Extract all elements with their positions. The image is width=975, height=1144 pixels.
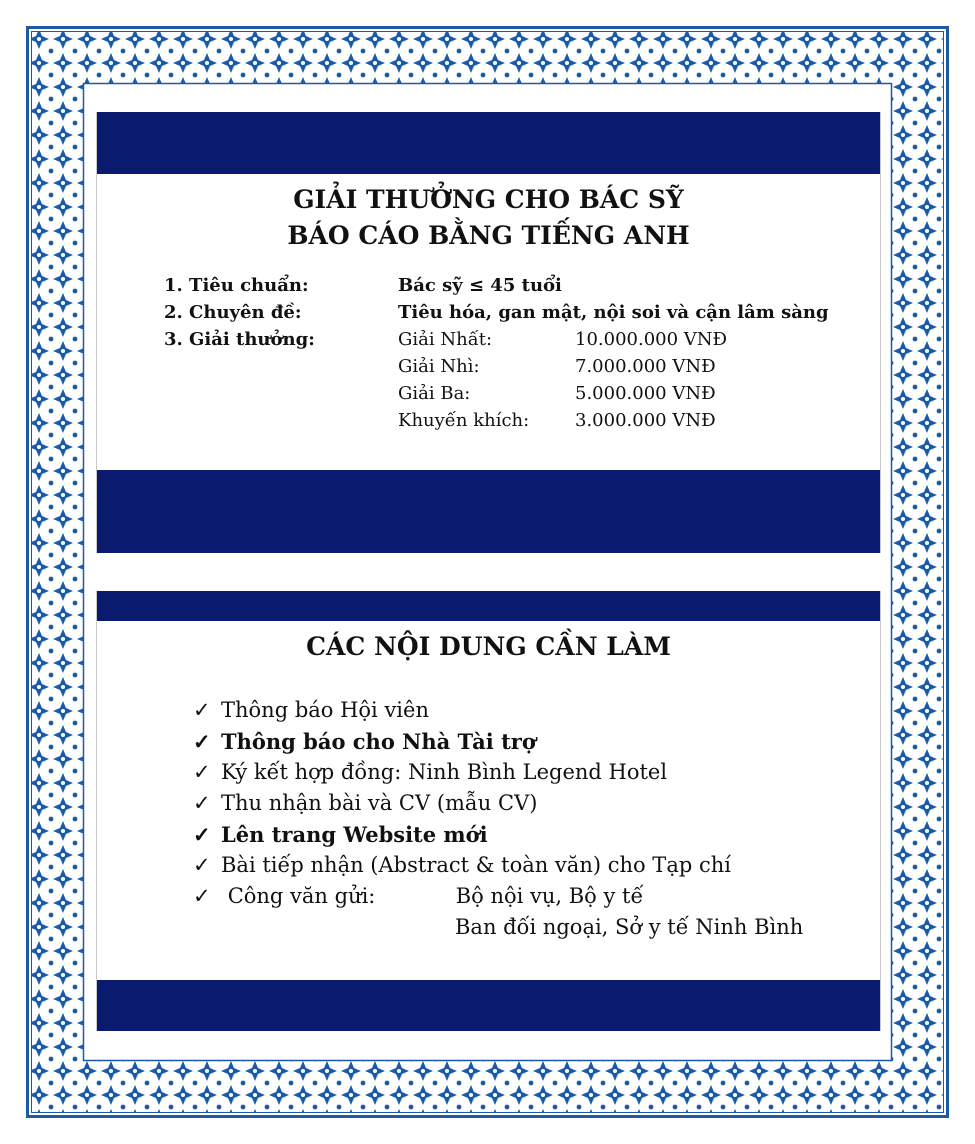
check-icon: ✓ bbox=[193, 760, 211, 784]
prize-amount: 3.000.000 VNĐ bbox=[575, 410, 716, 431]
prize-name: Khuyến khích: bbox=[398, 410, 530, 431]
recipient-line: Bộ nội vụ, Bộ y tế bbox=[455, 884, 644, 908]
awards-slide bbox=[96, 112, 881, 553]
task-item bbox=[193, 788, 803, 819]
recipient-line: Ban đối ngoại, Sở y tế Ninh Bình bbox=[455, 915, 804, 939]
criteria-label: 2. Chuyên đề: bbox=[164, 302, 302, 323]
awards-title bbox=[97, 182, 880, 254]
prize-name: Giải Ba: bbox=[398, 383, 471, 404]
task-item bbox=[193, 819, 803, 850]
check-icon: ✓ bbox=[193, 698, 211, 722]
criteria-row bbox=[164, 272, 854, 299]
task-list bbox=[193, 695, 803, 943]
awards-title-line2: BÁO CÁO BẰNG TIẾNG ANH bbox=[287, 221, 690, 250]
footer-bar bbox=[97, 980, 880, 1031]
tasks-title: CÁC NỘI DUNG CẦN LÀM bbox=[306, 632, 671, 661]
prize-name: Giải Nhì: bbox=[398, 356, 480, 377]
task-item bbox=[193, 850, 803, 881]
task-text: Ký kết hợp đồng: Ninh Bình Legend Hotel bbox=[221, 760, 668, 784]
check-icon: ✓ bbox=[193, 853, 211, 877]
task-item bbox=[193, 726, 803, 757]
criteria-value: Bác sỹ ≤ 45 tuổi bbox=[398, 275, 562, 296]
task-text: Thông báo Hội viên bbox=[221, 698, 429, 722]
criteria-value: Tiêu hóa, gan mật, nội soi và cận lâm sàng bbox=[398, 302, 829, 323]
task-item bbox=[193, 695, 803, 726]
header-bar bbox=[97, 591, 880, 621]
task-item bbox=[193, 757, 803, 788]
criteria-row bbox=[164, 299, 854, 326]
task-text: Công văn gửi: bbox=[227, 884, 376, 908]
criteria-label: 3. Giải thưởng: bbox=[164, 329, 315, 350]
prize-amount: 7.000.000 VNĐ bbox=[575, 356, 716, 377]
task-item bbox=[193, 881, 803, 912]
task-text: Thông báo cho Nhà Tài trợ bbox=[221, 729, 536, 754]
criteria-row bbox=[164, 326, 854, 431]
prize-amount: 10.000.000 VNĐ bbox=[575, 329, 728, 350]
tasks-slide bbox=[96, 591, 881, 1031]
criteria-list bbox=[164, 272, 854, 431]
check-icon: ✓ bbox=[193, 729, 211, 754]
task-text: Thu nhận bài và CV (mẫu CV) bbox=[221, 791, 538, 815]
footer-bar bbox=[97, 470, 880, 553]
task-text: Bài tiếp nhận (Abstract & toàn văn) cho Tạp chí bbox=[221, 853, 731, 877]
check-icon: ✓ bbox=[193, 884, 211, 908]
criteria-label: 1. Tiêu chuẩn: bbox=[164, 275, 309, 296]
check-icon: ✓ bbox=[193, 791, 211, 815]
prize-amount: 5.000.000 VNĐ bbox=[575, 383, 716, 404]
check-icon: ✓ bbox=[193, 822, 211, 847]
header-bar bbox=[97, 112, 880, 174]
awards-title-line1: GIẢI THƯỞNG CHO BÁC SỸ bbox=[293, 185, 684, 214]
task-text: Lên trang Website mới bbox=[221, 822, 488, 847]
prize-name: Giải Nhất: bbox=[398, 329, 493, 350]
